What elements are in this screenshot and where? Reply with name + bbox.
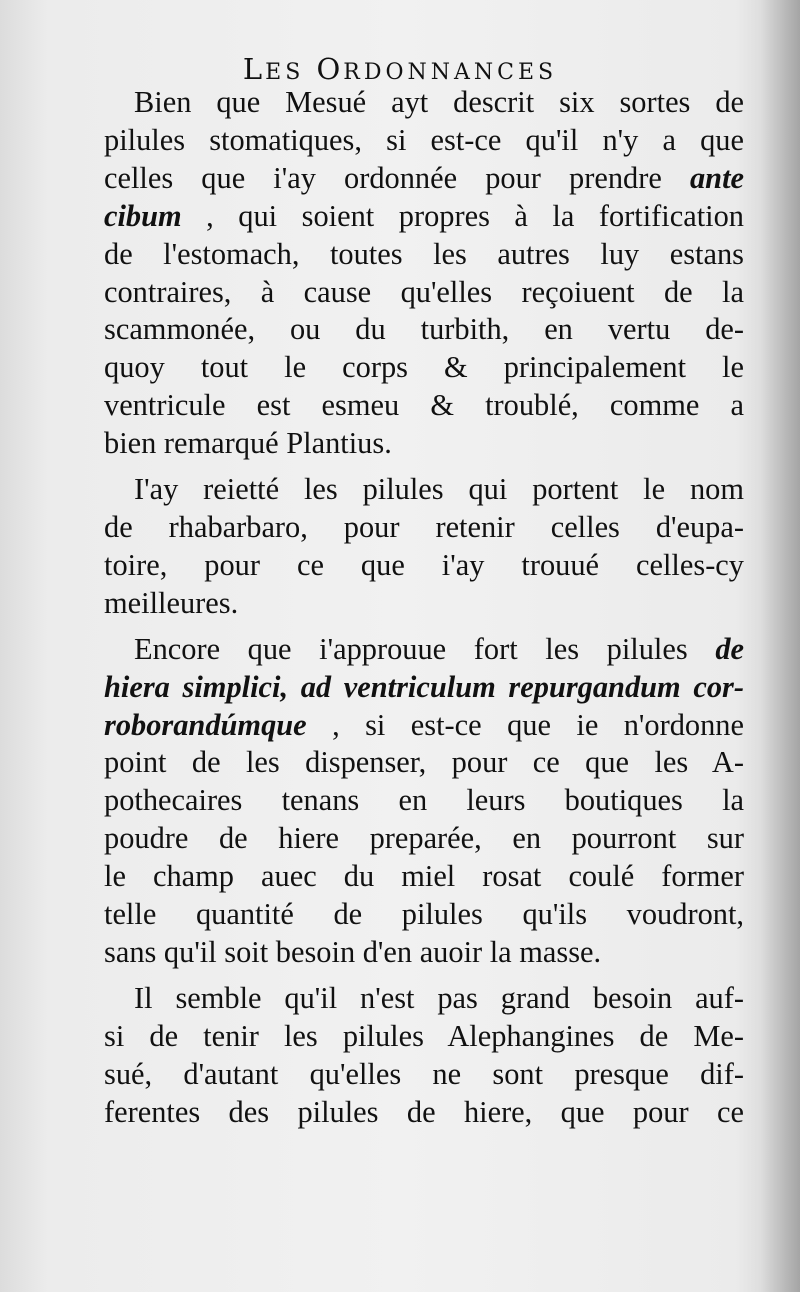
text-line: pilules stomatiques, si est-ce qu'il n'y a que [104, 122, 744, 157]
text-line: celles que i'ay ordonnée pour prendre ante [104, 160, 744, 195]
text-line: pothecaires tenans en leurs boutiques la [104, 783, 744, 818]
paragraph-2 [104, 471, 744, 623]
text-line: telle quantité de pilules qu'ils voudront, [104, 897, 744, 932]
paragraph-1 [104, 84, 744, 463]
text-line: point de les dispenser, pour ce que les A- [104, 745, 744, 780]
header-cap-1: L [242, 52, 266, 86]
header-small-1: ES [265, 60, 305, 85]
header-cap-2: O [316, 52, 344, 86]
text-line: le champ auec du miel rosat coulé former [104, 859, 744, 894]
text-line: scammonée, ou du turbith, en vertu de- [104, 312, 744, 347]
page-edge-shadow [760, 0, 800, 1292]
text-line: Il semble qu'il n'est pas grand besoin auf- [134, 980, 744, 1015]
paragraph-4 [104, 980, 744, 1132]
text-line: cibum , qui soient propres à la fortification [104, 198, 744, 233]
text-line: Bien que Mesué ayt descrit six sortes de [134, 85, 744, 119]
text-line: I'ay reietté les pilules qui portent le nom [134, 472, 744, 507]
text-line: quoy tout le corps & principalement le [104, 350, 744, 385]
text-line: Encore que i'approuue fort les pilules de [134, 631, 744, 666]
text-line: sans qu'il soit besoin d'en auoir la masse. [104, 934, 602, 969]
text-line: hiera simplici, ad ventriculum repurgandum cor- [104, 669, 744, 704]
text-line: si de tenir les pilules Alephangines de Me- [104, 1018, 744, 1053]
text-line: de l'estomach, toutes les autres luy estans [104, 236, 744, 271]
text-line: bien remarqué Plantius. [104, 426, 392, 461]
running-header [0, 52, 800, 86]
text-line: roborandúmque , si est-ce que ie n'ordonne [104, 707, 744, 742]
text-line: meilleures. [104, 585, 239, 620]
text-line: sué, d'autant qu'elles ne sont presque dif- [104, 1056, 744, 1091]
text-line: de rhabarbaro, pour retenir celles d'eupa- [104, 509, 744, 544]
paragraph-3 [104, 631, 744, 972]
text-line: ventricule est esmeu & troublé, comme a [104, 388, 744, 423]
body-text [104, 84, 744, 1131]
text-line: ferentes des pilules de hiere, que pour ce [104, 1094, 744, 1129]
text-line: poudre de hiere preparée, en pourront sur [104, 821, 744, 856]
text-line: contraires, à cause qu'elles reçoiuent de la [104, 274, 744, 309]
text-line: toire, pour ce que i'ay trouué celles-cy [104, 547, 744, 582]
header-small-2: RDONNANCES [343, 60, 558, 85]
